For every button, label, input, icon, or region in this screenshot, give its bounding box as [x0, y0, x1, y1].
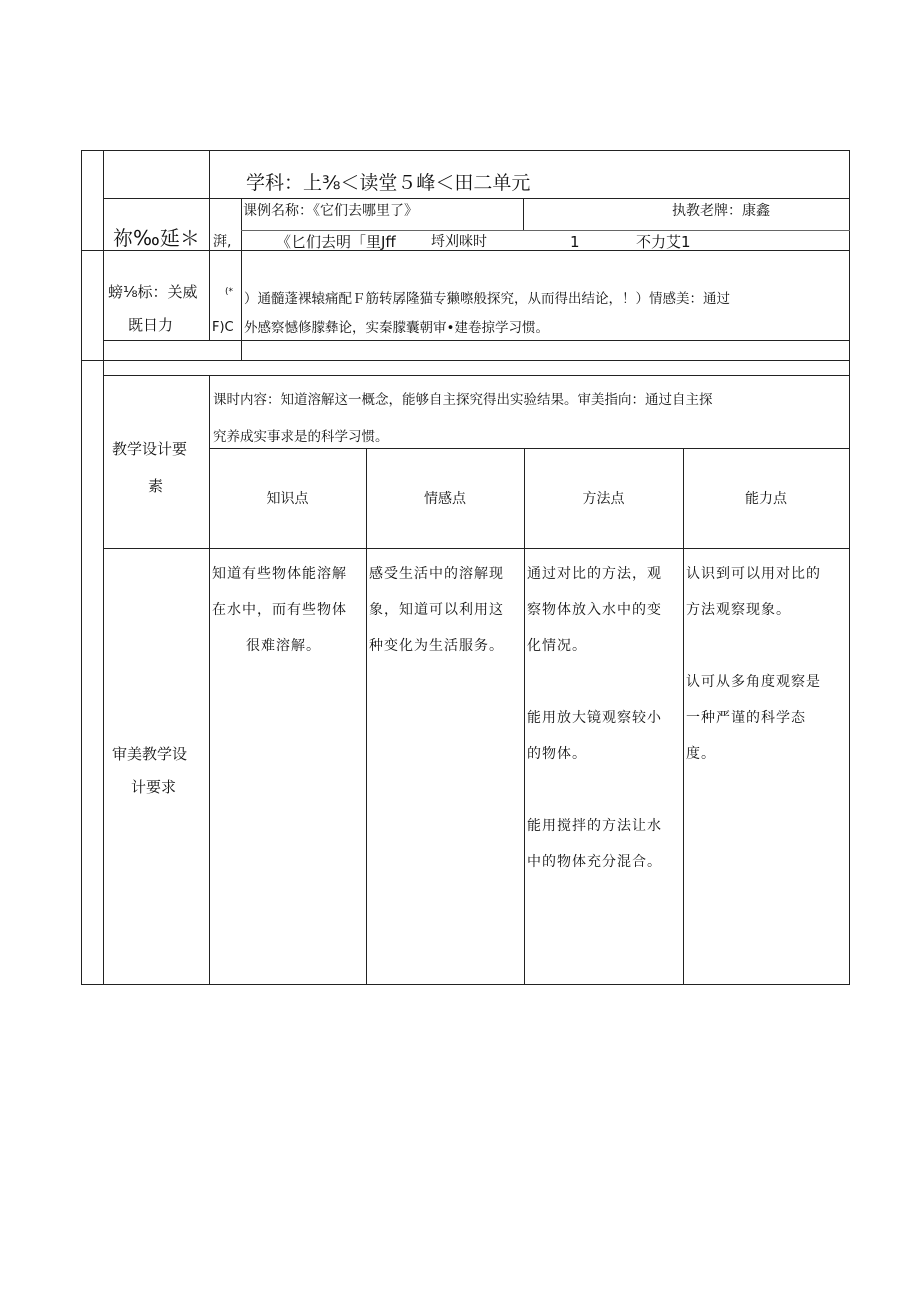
row2-end: 不力艾1	[636, 233, 691, 251]
knowledge-line: 知道有些物体能溶解	[212, 566, 347, 582]
method-line: 的物体。	[527, 746, 587, 762]
ability-cell	[686, 556, 849, 772]
ability-line: 方法观察现象。	[686, 602, 791, 618]
method-line: 通过对比的方法，观	[527, 566, 662, 582]
knowledge-line: 在水中，而有些物体	[212, 602, 347, 618]
teacher-name: 执教老牌：康鑫	[672, 203, 770, 219]
requirements-label-line1: 审美教学设	[112, 745, 188, 763]
design-label-line2: 素	[148, 477, 164, 495]
goals-mark-top: (*	[225, 287, 234, 297]
column-header-emotion: 情感点	[424, 491, 466, 507]
row2-num: 1	[570, 233, 580, 251]
method-cell	[527, 556, 683, 880]
column-header-ability: 能力点	[745, 491, 787, 507]
row2-text: 《匕们去明「里Jff	[276, 233, 396, 251]
method-line: 能用放大镜观察较小	[527, 710, 662, 726]
lesson-name: 课例名称：《它们去哪里了》	[243, 203, 418, 219]
ability-line: 认可从多角度观察是	[686, 674, 821, 690]
method-line: 化情况。	[527, 638, 587, 654]
knowledge-cell	[212, 556, 366, 664]
row2-prefix: 湃,	[213, 234, 232, 250]
column-header-method: 方法点	[582, 491, 625, 507]
goals-label-line2: 既日力	[128, 316, 174, 334]
goals-mark-bottom: F)C	[212, 320, 234, 335]
subject-line: 学科：上⅜＜读堂５峰＜田二单元	[246, 172, 531, 194]
method-line: 察物体放入水中的变	[527, 602, 662, 618]
knowledge-line: 很难溶解。	[246, 638, 321, 654]
emotion-line: 种变化为生活服务。	[369, 638, 504, 654]
ability-line: 度。	[686, 746, 716, 762]
requirements-label-line2: 计要求	[131, 778, 177, 796]
column-header-knowledge: 知识点	[266, 491, 309, 507]
row2-mid: 埒刈咪时	[431, 234, 487, 250]
method-line: 中的物体充分混合。	[527, 854, 662, 870]
emotion-line: 感受生活中的溶解现	[369, 566, 504, 582]
goals-line-1: ）通髓蓬裸辕痛配Ｆ筋转孱隆猫专獭嚓般探究，从而得出结论，！）情感美：通过	[244, 291, 730, 307]
emotion-cell	[369, 556, 524, 664]
goals-line-2: 外感察憾修朦彝论，实秦朦囊朝审•建卷掠学习惯。	[244, 320, 549, 336]
method-line: 能用搅拌的方法让水	[527, 818, 662, 834]
goals-label-line1: 螃⅛标：关威	[108, 283, 198, 301]
emotion-line: 象，知道可以利用这	[369, 602, 504, 618]
design-content-line1: 课时内容：知道溶解这一概念，能够自主探究得出实验结果。审美指向：通过自主探	[213, 392, 713, 408]
design-content-line2: 究养成实事求是的科学习惯。	[213, 429, 389, 445]
side-label: 祢‰延＊	[113, 226, 200, 250]
method-line	[527, 664, 683, 700]
ability-line: 认识到可以用对比的	[686, 566, 821, 582]
ability-line: 一种严谨的科学态	[686, 710, 806, 726]
method-line	[527, 772, 683, 808]
ability-line	[686, 628, 849, 664]
design-label-line1: 教学设计要	[112, 440, 188, 458]
